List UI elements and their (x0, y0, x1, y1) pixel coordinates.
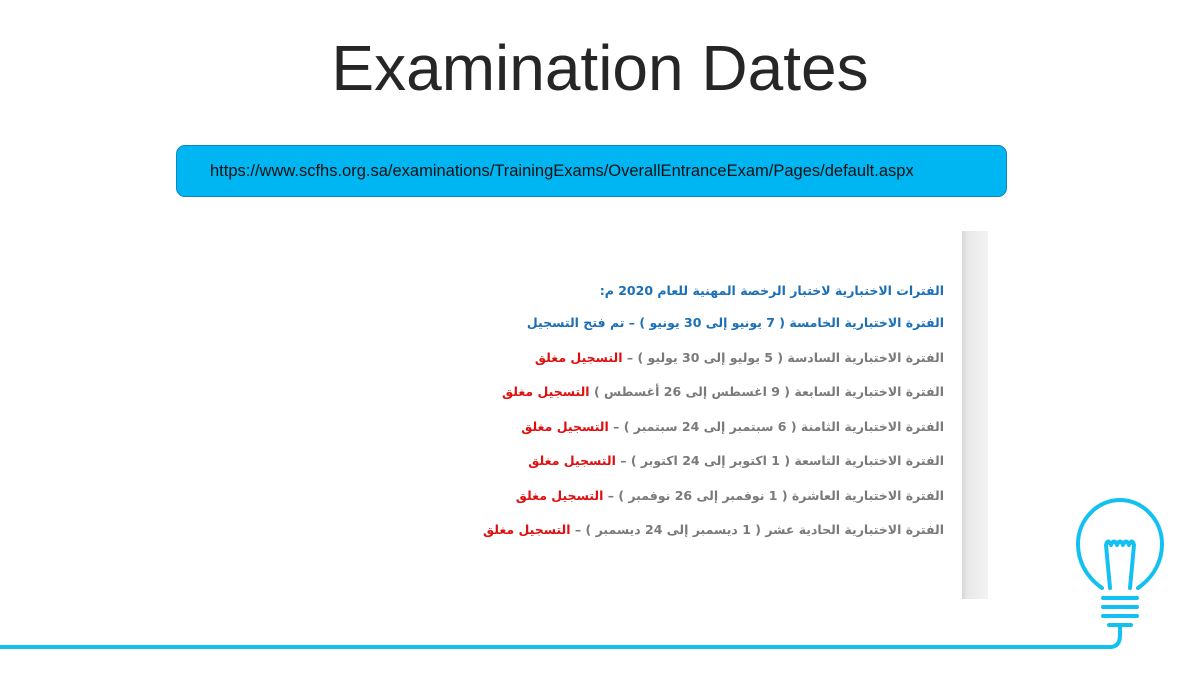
panel-scroll-edge (962, 231, 988, 599)
period-text: الفترة الاختبارية السابعة ( 9 اغسطس إلى 26 أغسطس ) (589, 384, 944, 399)
schedule-list (474, 281, 944, 555)
schedule-heading: الفترات الاختبارية لاختبار الرخصة المهنية للعام 2020 م: (599, 283, 944, 298)
bottom-accent-line (0, 645, 1112, 649)
period-text: الفترة الاختبارية الخامسة ( 7 يونيو إلى 30 يونيو ) – تم فتح التسجيل (526, 315, 944, 330)
period-text: الفترة الاختبارية السادسة ( 5 يوليو إلى 30 يوليو ) – (622, 349, 944, 365)
registration-status: التسجيل مغلق (502, 384, 590, 399)
period-item (474, 520, 944, 555)
url-link[interactable]: https://www.scfhs.org.sa/examinations/TrainingExams/OverallEntranceExam/Pages/default.aspx (176, 145, 1007, 197)
registration-status: التسجيل مغلق (482, 522, 571, 537)
period-item (474, 382, 944, 417)
registration-status: التسجيل مغلق (515, 487, 604, 503)
schedule-panel (482, 231, 962, 599)
period-item (474, 486, 944, 521)
period-item (474, 313, 944, 348)
period-item (474, 348, 944, 383)
period-item (474, 417, 944, 452)
registration-status: التسجيل مغلق (528, 453, 616, 468)
period-text: الفترة الاختبارية الحادية عشر ( 1 ديسمبر إلى 24 ديسمبر ) – (570, 522, 944, 537)
lightbulb-icon (1070, 490, 1170, 660)
registration-status: التسجيل مغلق (534, 349, 623, 365)
period-text: الفترة الاختبارية العاشرة ( 1 نوفمبر إلى 26 نوفمبر ) – (603, 487, 944, 503)
slide-title: Examination Dates (331, 32, 869, 104)
registration-status: التسجيل مغلق (521, 418, 609, 434)
period-text: الفترة الاختبارية التاسعة ( 1 اكتوبر إلى 24 اكتوبر ) – (615, 453, 944, 468)
period-item (474, 451, 944, 486)
period-text: الفترة الاختبارية الثامنة ( 6 سبتمبر إلى 24 سبتمبر ) – (608, 418, 944, 434)
